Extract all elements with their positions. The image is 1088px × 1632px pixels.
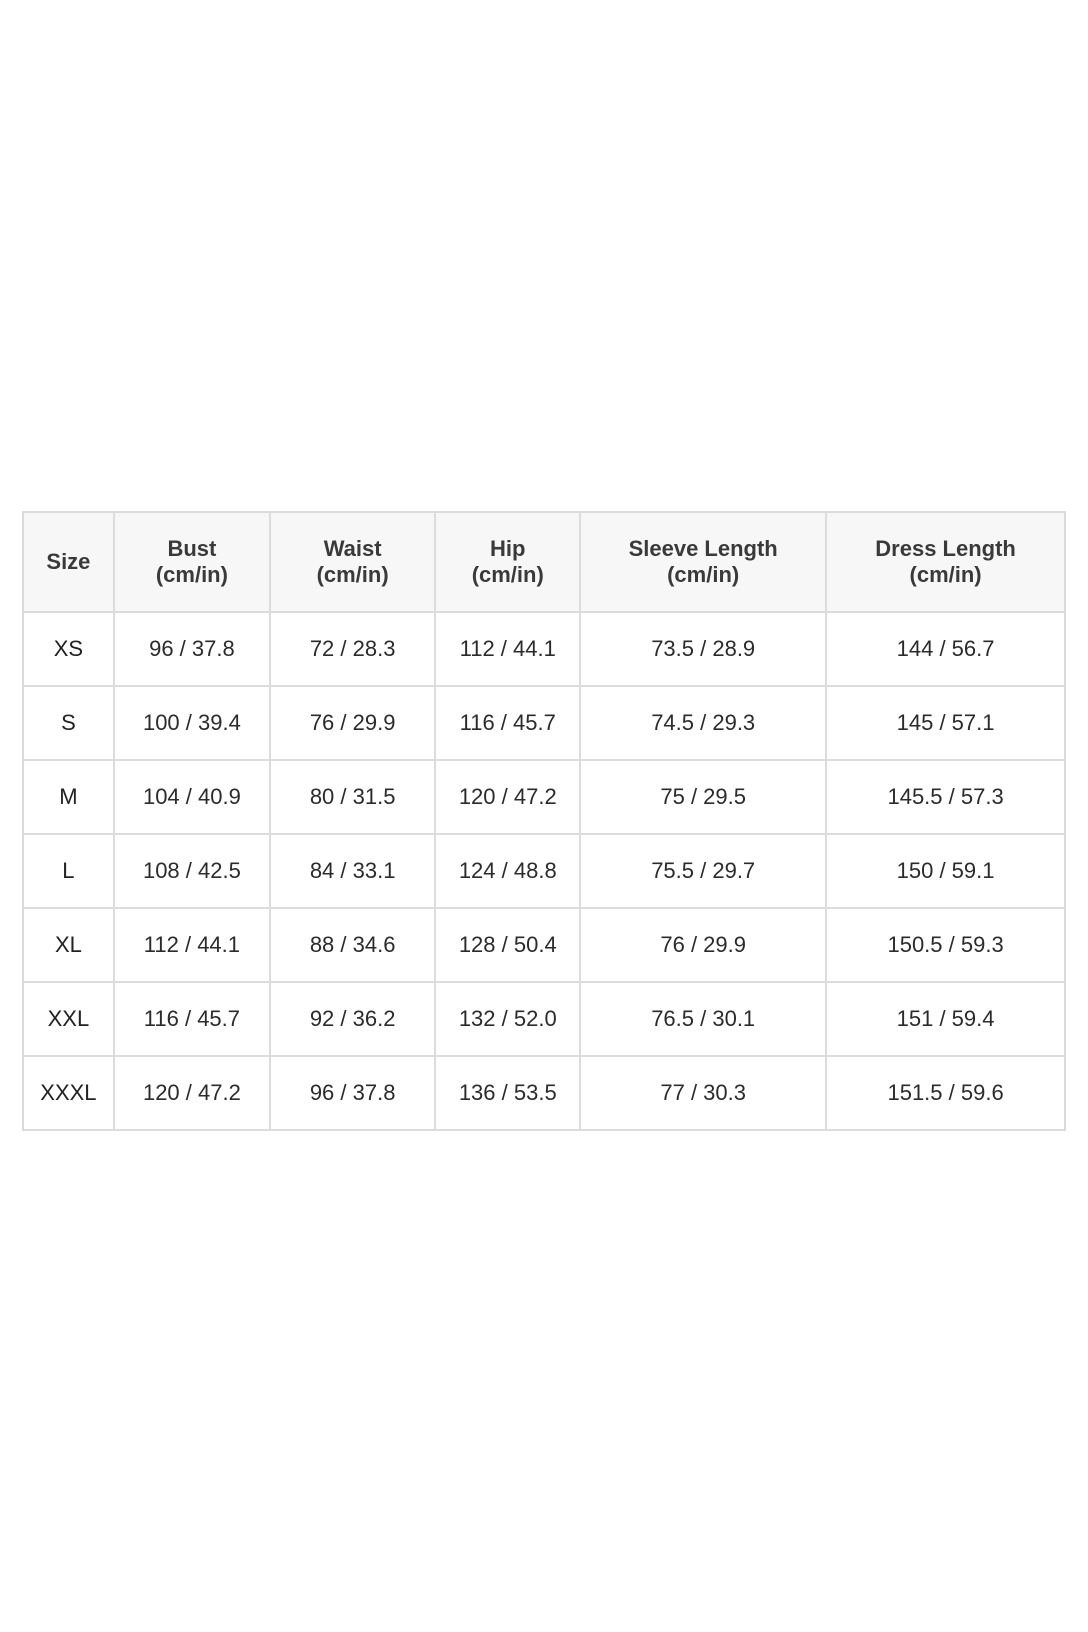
bust-cell: 108 / 42.5 [114, 834, 270, 908]
sleeve-length-cell: 75 / 29.5 [580, 760, 826, 834]
header-waist-unit: (cm/in) [316, 562, 389, 587]
waist-cell: 92 / 36.2 [270, 982, 435, 1056]
waist-cell: 80 / 31.5 [270, 760, 435, 834]
table-row [23, 760, 1065, 834]
size-cell: L [23, 834, 114, 908]
table-row [23, 612, 1065, 686]
waist-cell: 76 / 29.9 [270, 686, 435, 760]
bust-cell: 120 / 47.2 [114, 1056, 270, 1130]
table-header [23, 512, 1065, 612]
header-dress-length [826, 512, 1065, 612]
table-row [23, 834, 1065, 908]
header-waist [270, 512, 435, 612]
header-size [23, 512, 114, 612]
bust-cell: 100 / 39.4 [114, 686, 270, 760]
hip-cell: 116 / 45.7 [435, 686, 580, 760]
bust-cell: 116 / 45.7 [114, 982, 270, 1056]
size-cell: XXXL [23, 1056, 114, 1130]
hip-cell: 128 / 50.4 [435, 908, 580, 982]
hip-cell: 132 / 52.0 [435, 982, 580, 1056]
sleeve-length-cell: 76 / 29.9 [580, 908, 826, 982]
header-row [23, 512, 1065, 612]
header-sleeve-length [580, 512, 826, 612]
waist-cell: 88 / 34.6 [270, 908, 435, 982]
sleeve-length-cell: 75.5 / 29.7 [580, 834, 826, 908]
dress-length-cell: 145 / 57.1 [826, 686, 1065, 760]
table-row [23, 908, 1065, 982]
dress-length-cell: 151 / 59.4 [826, 982, 1065, 1056]
header-bust [114, 512, 270, 612]
dress-length-cell: 150.5 / 59.3 [826, 908, 1065, 982]
size-cell: XL [23, 908, 114, 982]
waist-cell: 96 / 37.8 [270, 1056, 435, 1130]
dress-length-cell: 145.5 / 57.3 [826, 760, 1065, 834]
dress-length-cell: 144 / 56.7 [826, 612, 1065, 686]
dress-length-cell: 151.5 / 59.6 [826, 1056, 1065, 1130]
header-hip-unit: (cm/in) [471, 562, 544, 587]
size-cell: XXL [23, 982, 114, 1056]
header-bust-label: Bust [167, 536, 217, 561]
header-hip [435, 512, 580, 612]
table-row [23, 686, 1065, 760]
dress-length-cell: 150 / 59.1 [826, 834, 1065, 908]
header-waist-label: Waist [323, 536, 382, 561]
size-cell: XS [23, 612, 114, 686]
table-row [23, 982, 1065, 1056]
sleeve-length-cell: 74.5 / 29.3 [580, 686, 826, 760]
bust-cell: 96 / 37.8 [114, 612, 270, 686]
bust-cell: 104 / 40.9 [114, 760, 270, 834]
size-cell: S [23, 686, 114, 760]
size-cell: M [23, 760, 114, 834]
header-size-label: Size [46, 549, 91, 574]
header-dress-length-label: Dress Length [875, 536, 1016, 561]
header-hip-label: Hip [490, 536, 526, 561]
size-chart-table [22, 511, 1066, 1131]
hip-cell: 136 / 53.5 [435, 1056, 580, 1130]
header-dress-length-unit: (cm/in) [909, 562, 982, 587]
waist-cell: 72 / 28.3 [270, 612, 435, 686]
table-row [23, 1056, 1065, 1130]
hip-cell: 112 / 44.1 [435, 612, 580, 686]
bust-cell: 112 / 44.1 [114, 908, 270, 982]
header-sleeve-length-label: Sleeve Length [628, 536, 778, 561]
header-sleeve-length-unit: (cm/in) [667, 562, 740, 587]
header-bust-unit: (cm/in) [155, 562, 228, 587]
waist-cell: 84 / 33.1 [270, 834, 435, 908]
hip-cell: 120 / 47.2 [435, 760, 580, 834]
sleeve-length-cell: 73.5 / 28.9 [580, 612, 826, 686]
sleeve-length-cell: 77 / 30.3 [580, 1056, 826, 1130]
table-body [23, 612, 1065, 1130]
hip-cell: 124 / 48.8 [435, 834, 580, 908]
sleeve-length-cell: 76.5 / 30.1 [580, 982, 826, 1056]
